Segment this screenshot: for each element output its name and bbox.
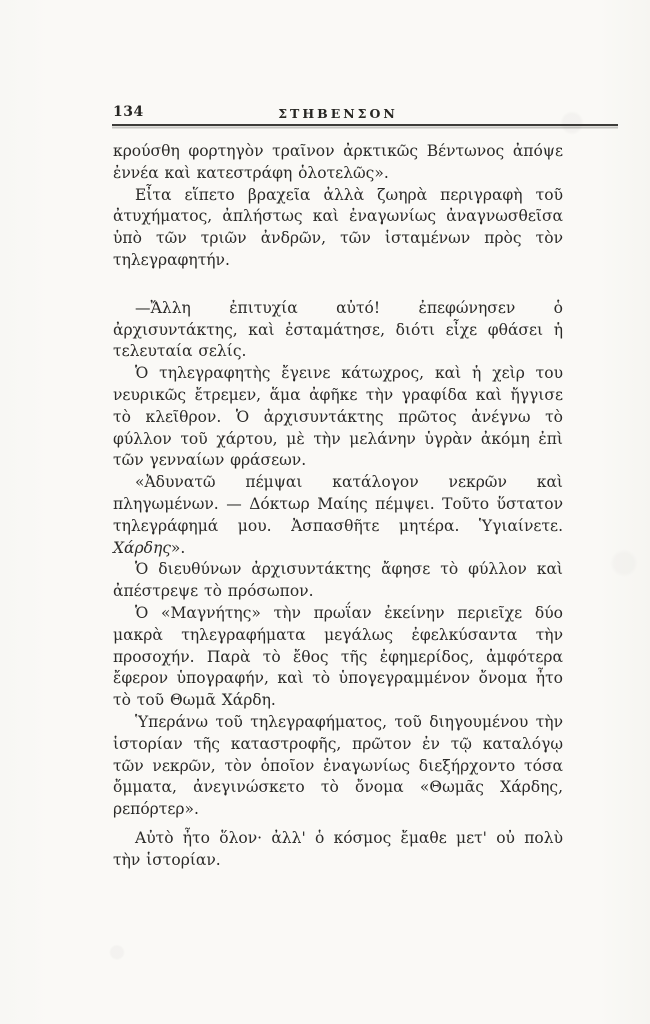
paragraph-editor: Ὁ διευθύνων ἀρχισυντάκτης ἄφησε τὸ φύλλον καὶ ἀπέστρεψε τὸ πρόσωπον. [113,560,563,601]
paragraph-closing: Αὐτὸ ἦτο ὅλον· ἀλλ' ὁ κόσμος ἔμαθε μετ' οὐ πολὺ τὴν ἱστορίαν. [113,828,563,869]
paragraph-telegram [113,472,563,559]
header-rule [112,124,618,126]
paragraph-continuation: κρούσθη φορτηγὸν τραῖνον ἀρκτικῶς Βέντωνος ἀπόψε ἐννέα καὶ κατεστράφη ὁλοτελῶς». [113,142,563,182]
paragraph-telegraphist: Ὁ τηλεγραφητὴς ἔγεινε κάτωχρος, καὶ ἡ χεὶρ του νευρικῶς ἔτρεμεν, ἅμα ἀφῆκε τὴν γραφίδα καὶ ἤγγισε τὸ κλεῖθρον. Ὁ ἀρχισυντάκτης πρῶτος ἀνέγνω τὸ φύλλον τοῦ χάρτου, μὲ τὴν μελάνην ὑγρὰν ἀκόμη ἐπὶ τῶν γενναίων φράσεων. [113,364,563,470]
page-body-text [113,141,563,872]
page-number: 134 [113,104,144,120]
telegram-signature: Χάρδης [113,538,171,557]
paragraph-casualty-list: Ὑπεράνω τοῦ τηλεγραφήματος, τοῦ διηγουμένου τὴν ἱστορίαν τῆς καταστροφῆς, πρῶτον ἐν τῷ καταλόγῳ τῶν νεκρῶν, τὸν ὁποῖον ἐναγωνίως διεξήρχοντο τόσα ὄμματα, ἀνεγινώσκετο τὸ ὄνομα «Θωμᾶς Χάρδης, ρεπόρτερ». [113,712,563,819]
running-head [113,102,563,124]
telegram-text: «Ἀδυνατῶ πέμψαι κατάλογον νεκρῶν καὶ πληγωμένων. — Δόκτωρ Μαίης πέμψει. Τοῦτο ὕστατον τηλεγράφημά μου. Ἀσπασθῆτε μητέρα. Ὑγιαίνετε. [113,473,563,535]
telegram-closing-quote: ». [170,538,186,557]
running-title: ΣΤΗΒΕΝΣΟΝ [278,106,398,121]
paragraph-dialogue: —Ἄλλη ἐπιτυχία αὐτό! ἐπεφώνησεν ὁ ἀρχισυντάκτης, καὶ ἐσταμάτησε, διότι εἶχε φθάσει ἡ τελευταία σελίς. [113,298,563,361]
paragraph-magnetis: Ὁ «Μαγνήτης» τὴν πρωΐαν ἐκείνην περιεῖχε δύο μακρὰ τηλεγραφήματα μεγάλως ἐφελκύσαντα τὴν προσοχήν. Παρὰ τὸ ἔθος τῆς ἐφημερίδος, ἀμφότερα ἔφερον ὑπογραφήν, καὶ τὸ ὑπογεγραμμένον ὄνομα ἦτο τὸ τοῦ Θωμᾶ Χάρδη. [113,603,563,710]
paragraph-description: Εἶτα εἵπετο βραχεῖα ἀλλὰ ζωηρὰ περιγραφὴ τοῦ ἀτυχήματος, ἀπλήστως καὶ ἐναγωνίως ἀναγνωσθεῖσα ὑπὸ τῶν τριῶν ἀνδρῶν, τῶν ἱσταμένων πρὸς τὸν τηλεγραφητήν. [113,185,563,269]
